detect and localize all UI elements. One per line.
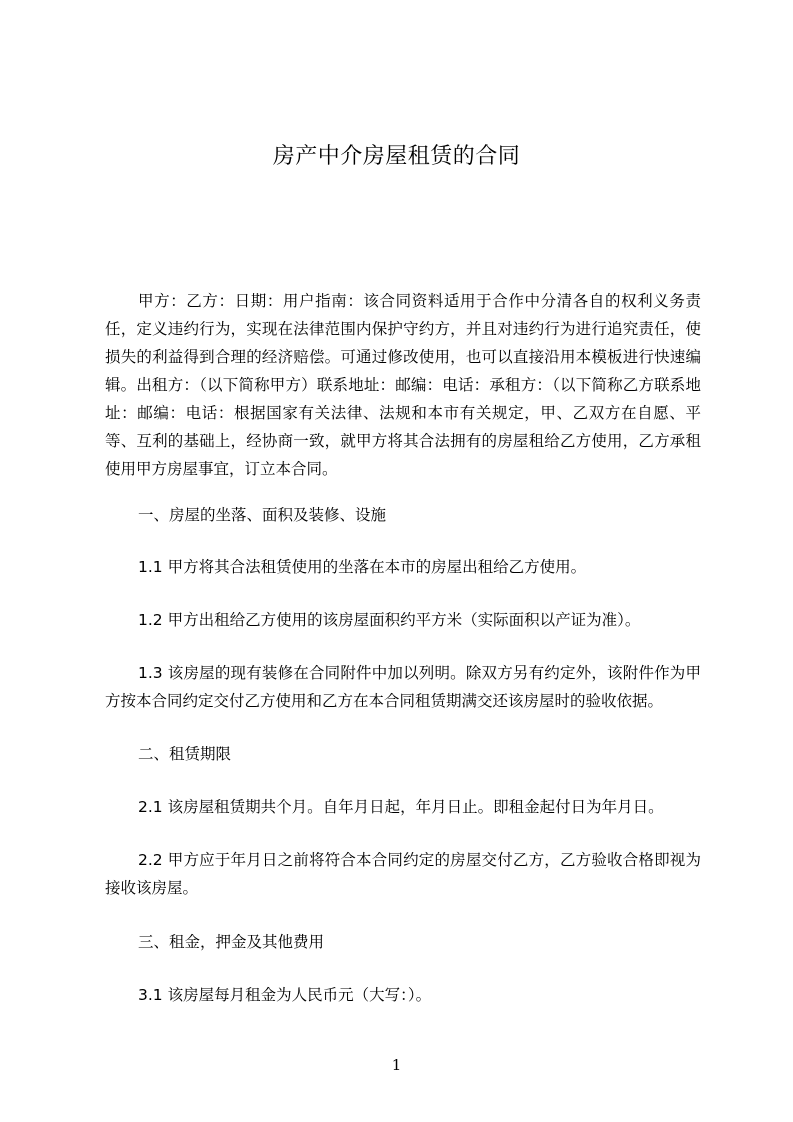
clause-2-2: 2.2 甲方应于年月日之前将符合本合同约定的房屋交付乙方，乙方验收合格即视为接收该房屋。 (105, 851, 701, 897)
clause-1-3: 1.3 该房屋的现有装修在合同附件中加以列明。除双方另有约定外，该附件作为甲方按本合同约定交付乙方使用和乙方在本合同租赁期满交还该房屋时的验收依据。 (105, 664, 701, 710)
intro-paragraph: 甲方：乙方：日期：用户指南：该合同资料适用于合作中分清各自的权利义务责任，定义违约行为，实现在法律范围内保护守约方，并且对违约行为进行追究责任，使损失的利益得到合理的经济赔偿。可通过修改使用，也可以直接沿用本模板进行快速编辑。出租方：（以下简称甲方）联系地址：邮编：电话：承租方：（以下简称乙方联系地址：邮编：电话：根据国家有关法律、法规和本市有关规定，甲、乙双方在自愿、平等、互利的基础上，经协商一致，就甲方将其合法拥有的房屋租给乙方使用，乙方承租使用甲方房屋事宜，订立本合同。 (105, 292, 701, 478)
clause-2-1: 2.1 该房屋租赁期共个月。自年月日起，年月日止。即租金起付日为年月日。 (138, 798, 664, 816)
clause-1-1: 1.1 甲方将其合法租赁使用的坐落在本市的房屋出租给乙方使用。 (138, 558, 587, 576)
page-number: 1 (391, 1056, 402, 1074)
clause-3-1: 3.1 该房屋每月租金为人民币元（大写：）。 (138, 986, 432, 1004)
section-heading-2: 二、租赁期限 (138, 745, 232, 763)
document-title: 房产中介房屋租赁的合同 (272, 144, 521, 169)
section-heading-1: 一、房屋的坐落、面积及装修、设施 (138, 506, 387, 524)
clause-1-2: 1.2 甲方出租给乙方使用的该房屋面积约平方米（实际面积以产证为准）。 (138, 611, 641, 629)
section-heading-3: 三、租金，押金及其他费用 (138, 933, 325, 951)
